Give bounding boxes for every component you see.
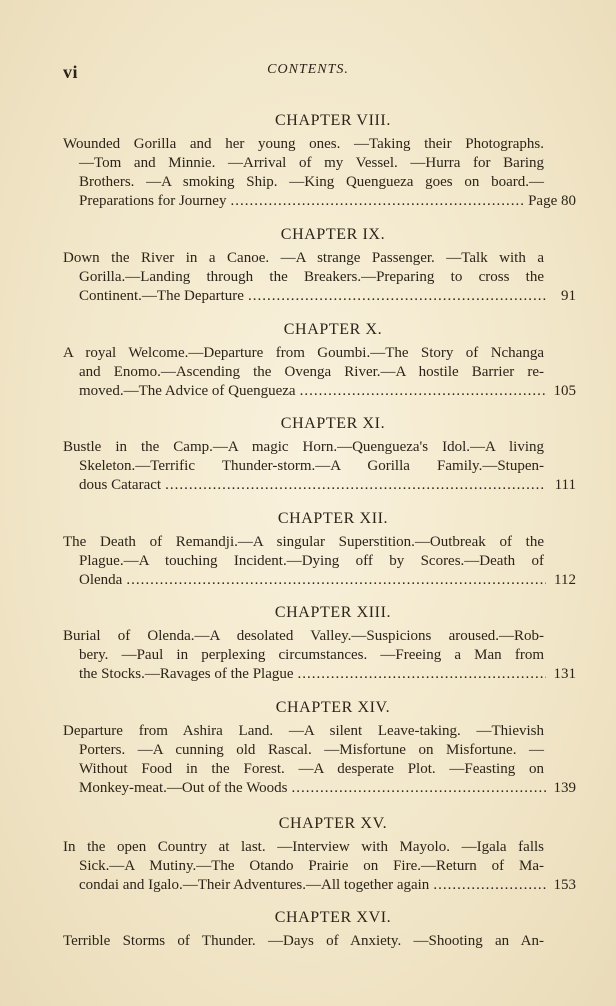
contents-line: The Death of Remandji.—A singular Superstition.—Outbreak of the bbox=[63, 534, 544, 550]
page-reference: 131 bbox=[553, 666, 576, 682]
contents-line: Porters. —A cunning old Rascal. —Misfortune on Misfortune. — bbox=[79, 742, 544, 758]
chapter-heading: CHAPTER XIV. bbox=[275, 699, 391, 716]
dot-leader bbox=[291, 779, 546, 798]
contents-line-with-page bbox=[79, 382, 576, 401]
dot-leader bbox=[433, 876, 546, 895]
page-reference: 112 bbox=[554, 572, 576, 588]
contents-line-with-page bbox=[79, 287, 576, 306]
contents-line: Bustle in the Camp.—A magic Horn.—Quengueza's Idol.—A living bbox=[63, 439, 544, 455]
contents-line: Without Food in the Forest. —A desperate Plot. —Feasting on bbox=[79, 761, 544, 777]
contents-line: In the open Country at last. —Interview with Mayolo. —Igala falls bbox=[63, 839, 544, 855]
contents-line: Brothers. —A smoking Ship. —King Quengueza goes on board.— bbox=[79, 174, 544, 190]
dot-leader bbox=[165, 476, 546, 495]
contents-line: and Enomo.—Ascending the Ovenga River.—A hostile Barrier re- bbox=[79, 364, 544, 380]
contents-line-with-page bbox=[79, 192, 576, 211]
contents-line: Gorilla.—Landing through the Breakers.—Preparing to cross the bbox=[79, 269, 544, 285]
chapter-heading: CHAPTER XIII. bbox=[274, 604, 392, 621]
page-reference: 153 bbox=[553, 877, 576, 893]
contents-line: Skeleton.—Terrific Thunder-storm.—A Gorilla Family.—Stupen- bbox=[79, 458, 544, 474]
contents-line: Wounded Gorilla and her young ones. —Taking their Photographs. bbox=[63, 136, 544, 152]
contents-line: dous Cataract bbox=[79, 477, 162, 493]
dot-leader bbox=[298, 665, 546, 684]
contents-line: Continent.—The Departure bbox=[79, 288, 244, 304]
page-reference: Page 80 bbox=[528, 193, 576, 209]
contents-line: Plague.—A touching Incident.—Dying off by Scores.—Death of bbox=[79, 553, 544, 569]
page-number: vi bbox=[63, 62, 79, 82]
contents-line-with-page bbox=[79, 665, 576, 684]
contents-line-with-page bbox=[79, 571, 576, 590]
page-reference: 111 bbox=[554, 477, 576, 493]
contents-line: —Tom and Minnie. —Arrival of my Vessel. —Hurra for Baring bbox=[79, 155, 544, 171]
contents-line: moved.—The Advice of Quengueza bbox=[79, 383, 296, 399]
chapter-heading: CHAPTER X. bbox=[283, 321, 383, 338]
chapter-heading: CHAPTER VIII. bbox=[275, 112, 391, 129]
page-reference: 139 bbox=[553, 780, 576, 796]
contents-line: Monkey-meat.—Out of the Woods bbox=[79, 780, 288, 796]
dot-leader bbox=[230, 192, 524, 211]
dot-leader bbox=[248, 287, 546, 306]
page-reference: 105 bbox=[553, 383, 576, 399]
contents-line: Preparations for Journey bbox=[79, 193, 227, 209]
chapter-heading: CHAPTER IX. bbox=[280, 226, 386, 243]
contents-line: A royal Welcome.—Departure from Goumbi.—The Story of Nchanga bbox=[63, 345, 544, 361]
contents-line-with-page bbox=[79, 476, 576, 495]
contents-line-with-page bbox=[79, 876, 576, 895]
running-title: CONTENTS. bbox=[267, 62, 349, 77]
chapter-heading: CHAPTER XI. bbox=[280, 415, 386, 432]
chapter-heading: CHAPTER XII. bbox=[277, 510, 389, 527]
contents-line: Sick.—A Mutiny.—The Otando Prairie on Fire.—Return of Ma- bbox=[79, 858, 544, 874]
contents-line: Terrible Storms of Thunder. —Days of Anxiety. —Shooting an An- bbox=[63, 933, 544, 949]
contents-line: Departure from Ashira Land. —A silent Leave-taking. —Thievish bbox=[63, 723, 544, 739]
contents-line: bery. —Paul in perplexing circumstances. —Freeing a Man from bbox=[79, 647, 544, 663]
chapter-heading: CHAPTER XVI. bbox=[274, 909, 392, 926]
contents-line: Burial of Olenda.—A desolated Valley.—Suspicions aroused.—Rob- bbox=[63, 628, 544, 644]
contents-line: Olenda bbox=[79, 572, 123, 588]
contents-line: Down the River in a Canoe. —A strange Passenger. —Talk with a bbox=[63, 250, 544, 266]
running-head bbox=[0, 58, 616, 84]
dot-leader bbox=[300, 382, 546, 401]
contents-line-with-page bbox=[79, 779, 576, 798]
contents-line: the Stocks.—Ravages of the Plague bbox=[79, 666, 294, 682]
contents-line: condai and Igalo.—Their Adventures.—All together again bbox=[79, 877, 430, 893]
dot-leader bbox=[126, 571, 546, 590]
chapter-heading: CHAPTER XV. bbox=[278, 815, 388, 832]
page-reference: 91 bbox=[561, 288, 576, 304]
